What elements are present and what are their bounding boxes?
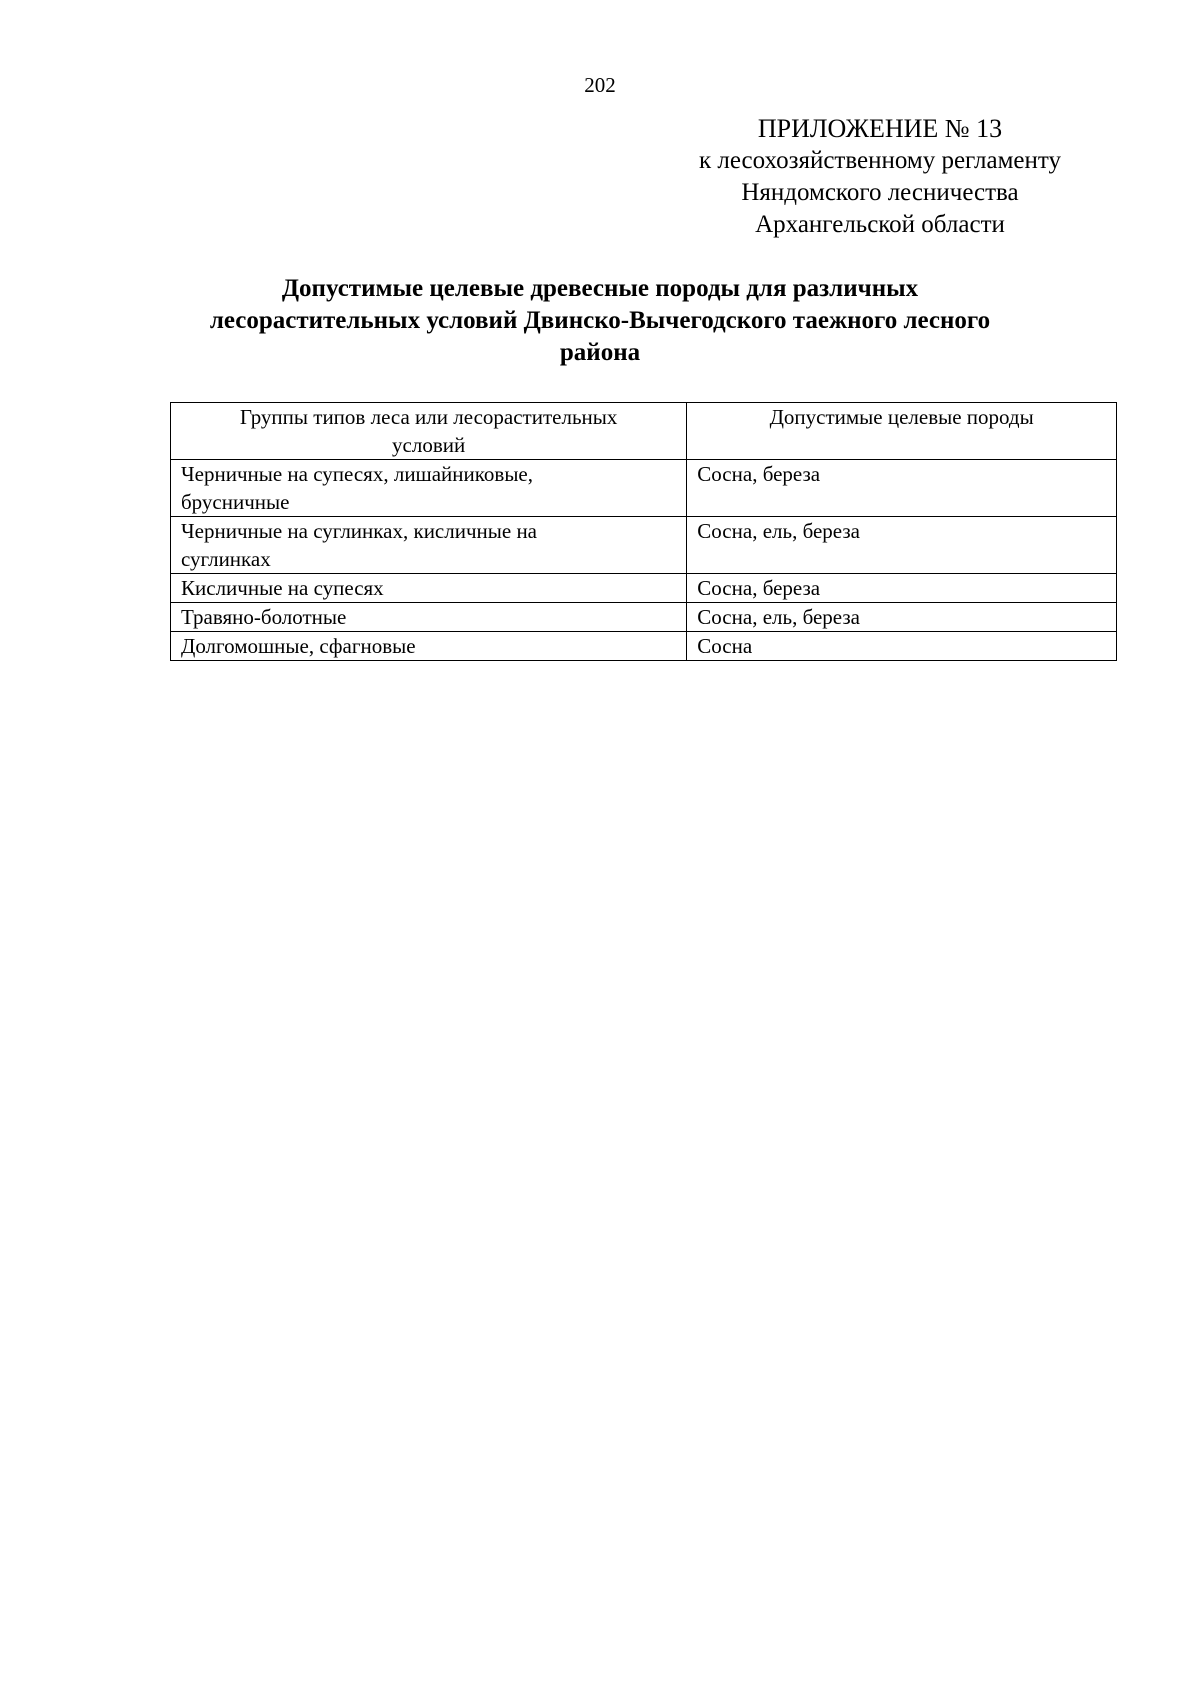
header-forest-groups-line-1: Группы типов леса или лесорастительных [239,405,618,429]
appendix-line-forestry: Няндомского лесничества [741,179,1019,206]
table-row [171,574,1117,603]
species-cell: Сосна, береза [687,574,1117,603]
species-cell: Сосна, ель, береза [687,603,1117,632]
species-cell: Сосна [687,632,1117,661]
forest-group-cell [171,460,687,517]
appendix-header [640,113,1120,241]
table-row [171,603,1117,632]
forest-group-line-1: Черничные на суглинках, кисличные на [181,519,538,543]
appendix-line-regulation: к лесохозяйственному регламенту [698,147,1062,174]
forest-group-line-2: суглинках [181,547,271,571]
forest-group-cell: Долгомошные, сфагновые [171,632,687,661]
document-title-line-2: лесорастительных условий Двинско-Вычегодского таежного лесного [209,307,991,334]
document-title [150,273,1050,369]
page-number: 202 [584,73,616,97]
species-cell: Сосна, ель, береза [687,517,1117,574]
appendix-line-region: Архангельской области [755,211,1005,238]
forest-group-line-1: Черничные на супесях, лишайниковые, [181,462,533,486]
table-row [171,632,1117,661]
forest-group-cell: Кисличные на супесях [171,574,687,603]
species-cell: Сосна, береза [687,460,1117,517]
appendix-title: ПРИЛОЖЕНИЕ № 13 [757,114,1003,143]
table-header-row [171,403,1117,460]
species-table [170,402,1117,661]
header-forest-groups-line-2: условий [392,433,466,457]
table-row [171,460,1117,517]
document-title-line-3: района [559,339,641,366]
forest-group-line-2: брусничные [181,490,290,514]
header-forest-groups [171,403,687,460]
header-target-species: Допустимые целевые породы [687,403,1117,460]
forest-group-cell [171,517,687,574]
document-title-line-1: Допустимые целевые древесные породы для различных [281,275,919,302]
table-row [171,517,1117,574]
forest-group-cell: Травяно-болотные [171,603,687,632]
